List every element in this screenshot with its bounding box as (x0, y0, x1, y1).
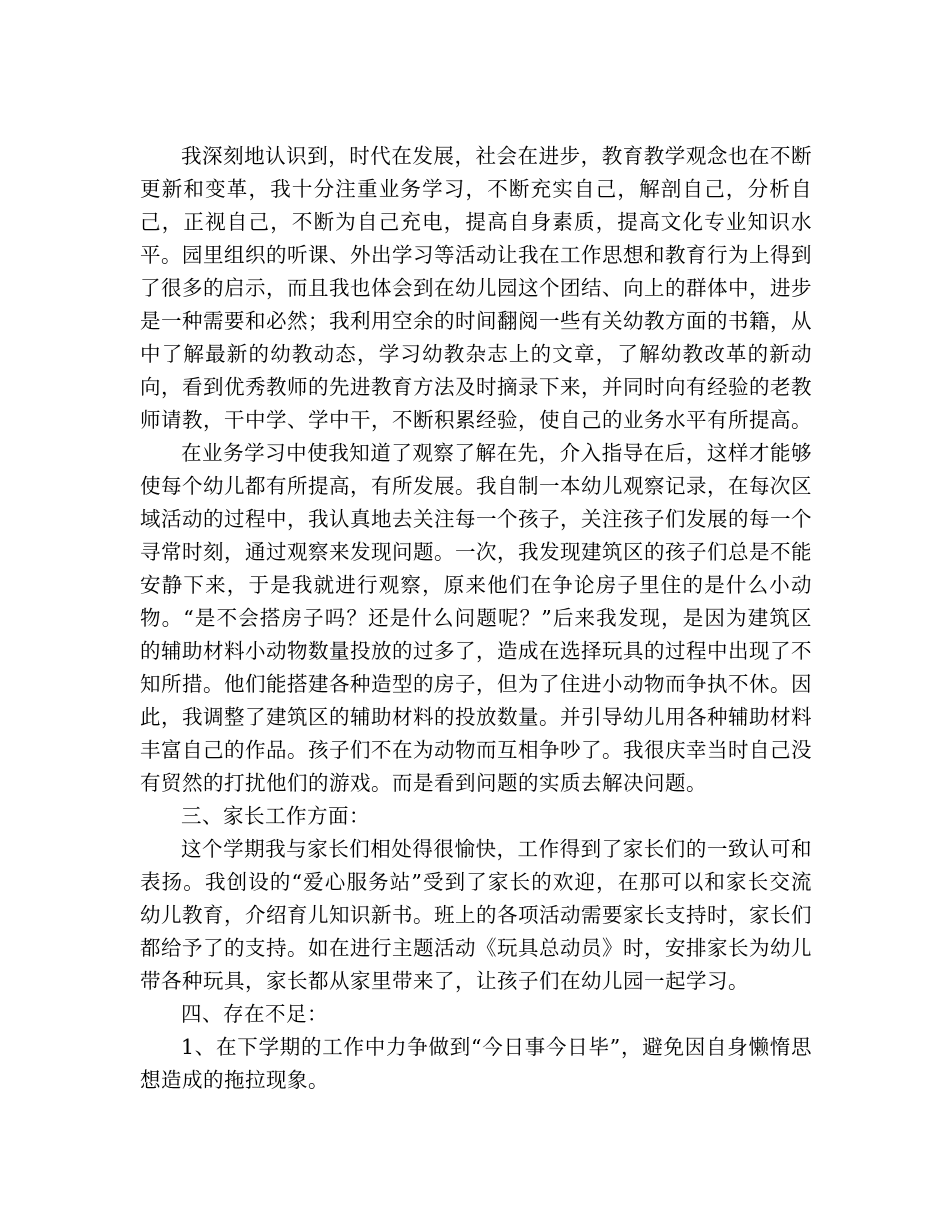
document-body (140, 140, 812, 1097)
paragraph-professional-study: 我深刻地认识到，时代在发展，社会在进步，教育教学观念也在不断更新和变革，我十分注重业务学习，不断充实自己，解剖自己，分析自己，正视自己，不断为自己充电，提高自身素质，提高文化专业知识水平。园里组织的听课、外出学习等活动让我在工作思想和教育行为上得到了很多的启示，而且我也体会到在幼儿园这个团结、向上的群体中，进步是一种需要和必然；我利用空余的时间翻阅一些有关幼教方面的书籍，从中了解最新的幼教动态，学习幼教杂志上的文章，了解幼教改革的新动向，看到优秀教师的先进教育方法及时摘录下来，并同时向有经验的老教师请教，干中学、学中干，不断积累经验，使自己的业务水平有所提高。 (140, 144, 812, 432)
paragraph-observation: 在业务学习中使我知道了观察了解在先，介入指导在后，这样才能够使每个幼儿都有所提高，有所发展。我自制一本幼儿观察记录，在每次区域活动的过程中，我认真地去关注每一个孩子，关注孩子们发展的每一个寻常时刻，通过观察来发现问题。一次，我发现建筑区的孩子们总是不能安静下来，于是我就进行观察，原来他们在争论房子里住的是什么小动物。“是不会搭房子吗？还是什么问题呢？”后来我发现，是因为建筑区的辅助材料小动物数量投放的过多了，造成在选择玩具的过程中出现了不知所措。他们能搭建各种造型的房子，但为了住进小动物而争执不休。因此，我调整了建筑区的辅助材料的投放数量。并引导幼儿用各种辅助材料丰富自己的作品。孩子们不在为动物而互相争吵了。我很庆幸当时自己没有贸然的打扰他们的游戏。而是看到问题的实质去解决问题。 (140, 441, 812, 795)
paragraph-parent-work: 这个学期我与家长们相处得很愉快，工作得到了家长们的一致认可和表扬。我创设的“爱心服务站”受到了家长的欢迎，在那可以和家长交流幼儿教育，介绍育儿知识新书。班上的各项活动需要家长支持时，家长们都给予了的支持。如在进行主题活动《玩具总动员》时，安排家长为幼儿带各种玩具，家长都从家里带来了，让孩子们在幼儿园一起学习。 (140, 837, 812, 993)
section-heading-parent-work: 三、家长工作方面： (181, 804, 370, 828)
section-heading-shortcomings: 四、存在不足： (181, 1002, 328, 1026)
paragraph-shortcoming-1: 1、在下学期的工作中力争做到“今日事今日毕”，避免因自身懒惰思想造成的拖拉现象。 (140, 1035, 812, 1092)
